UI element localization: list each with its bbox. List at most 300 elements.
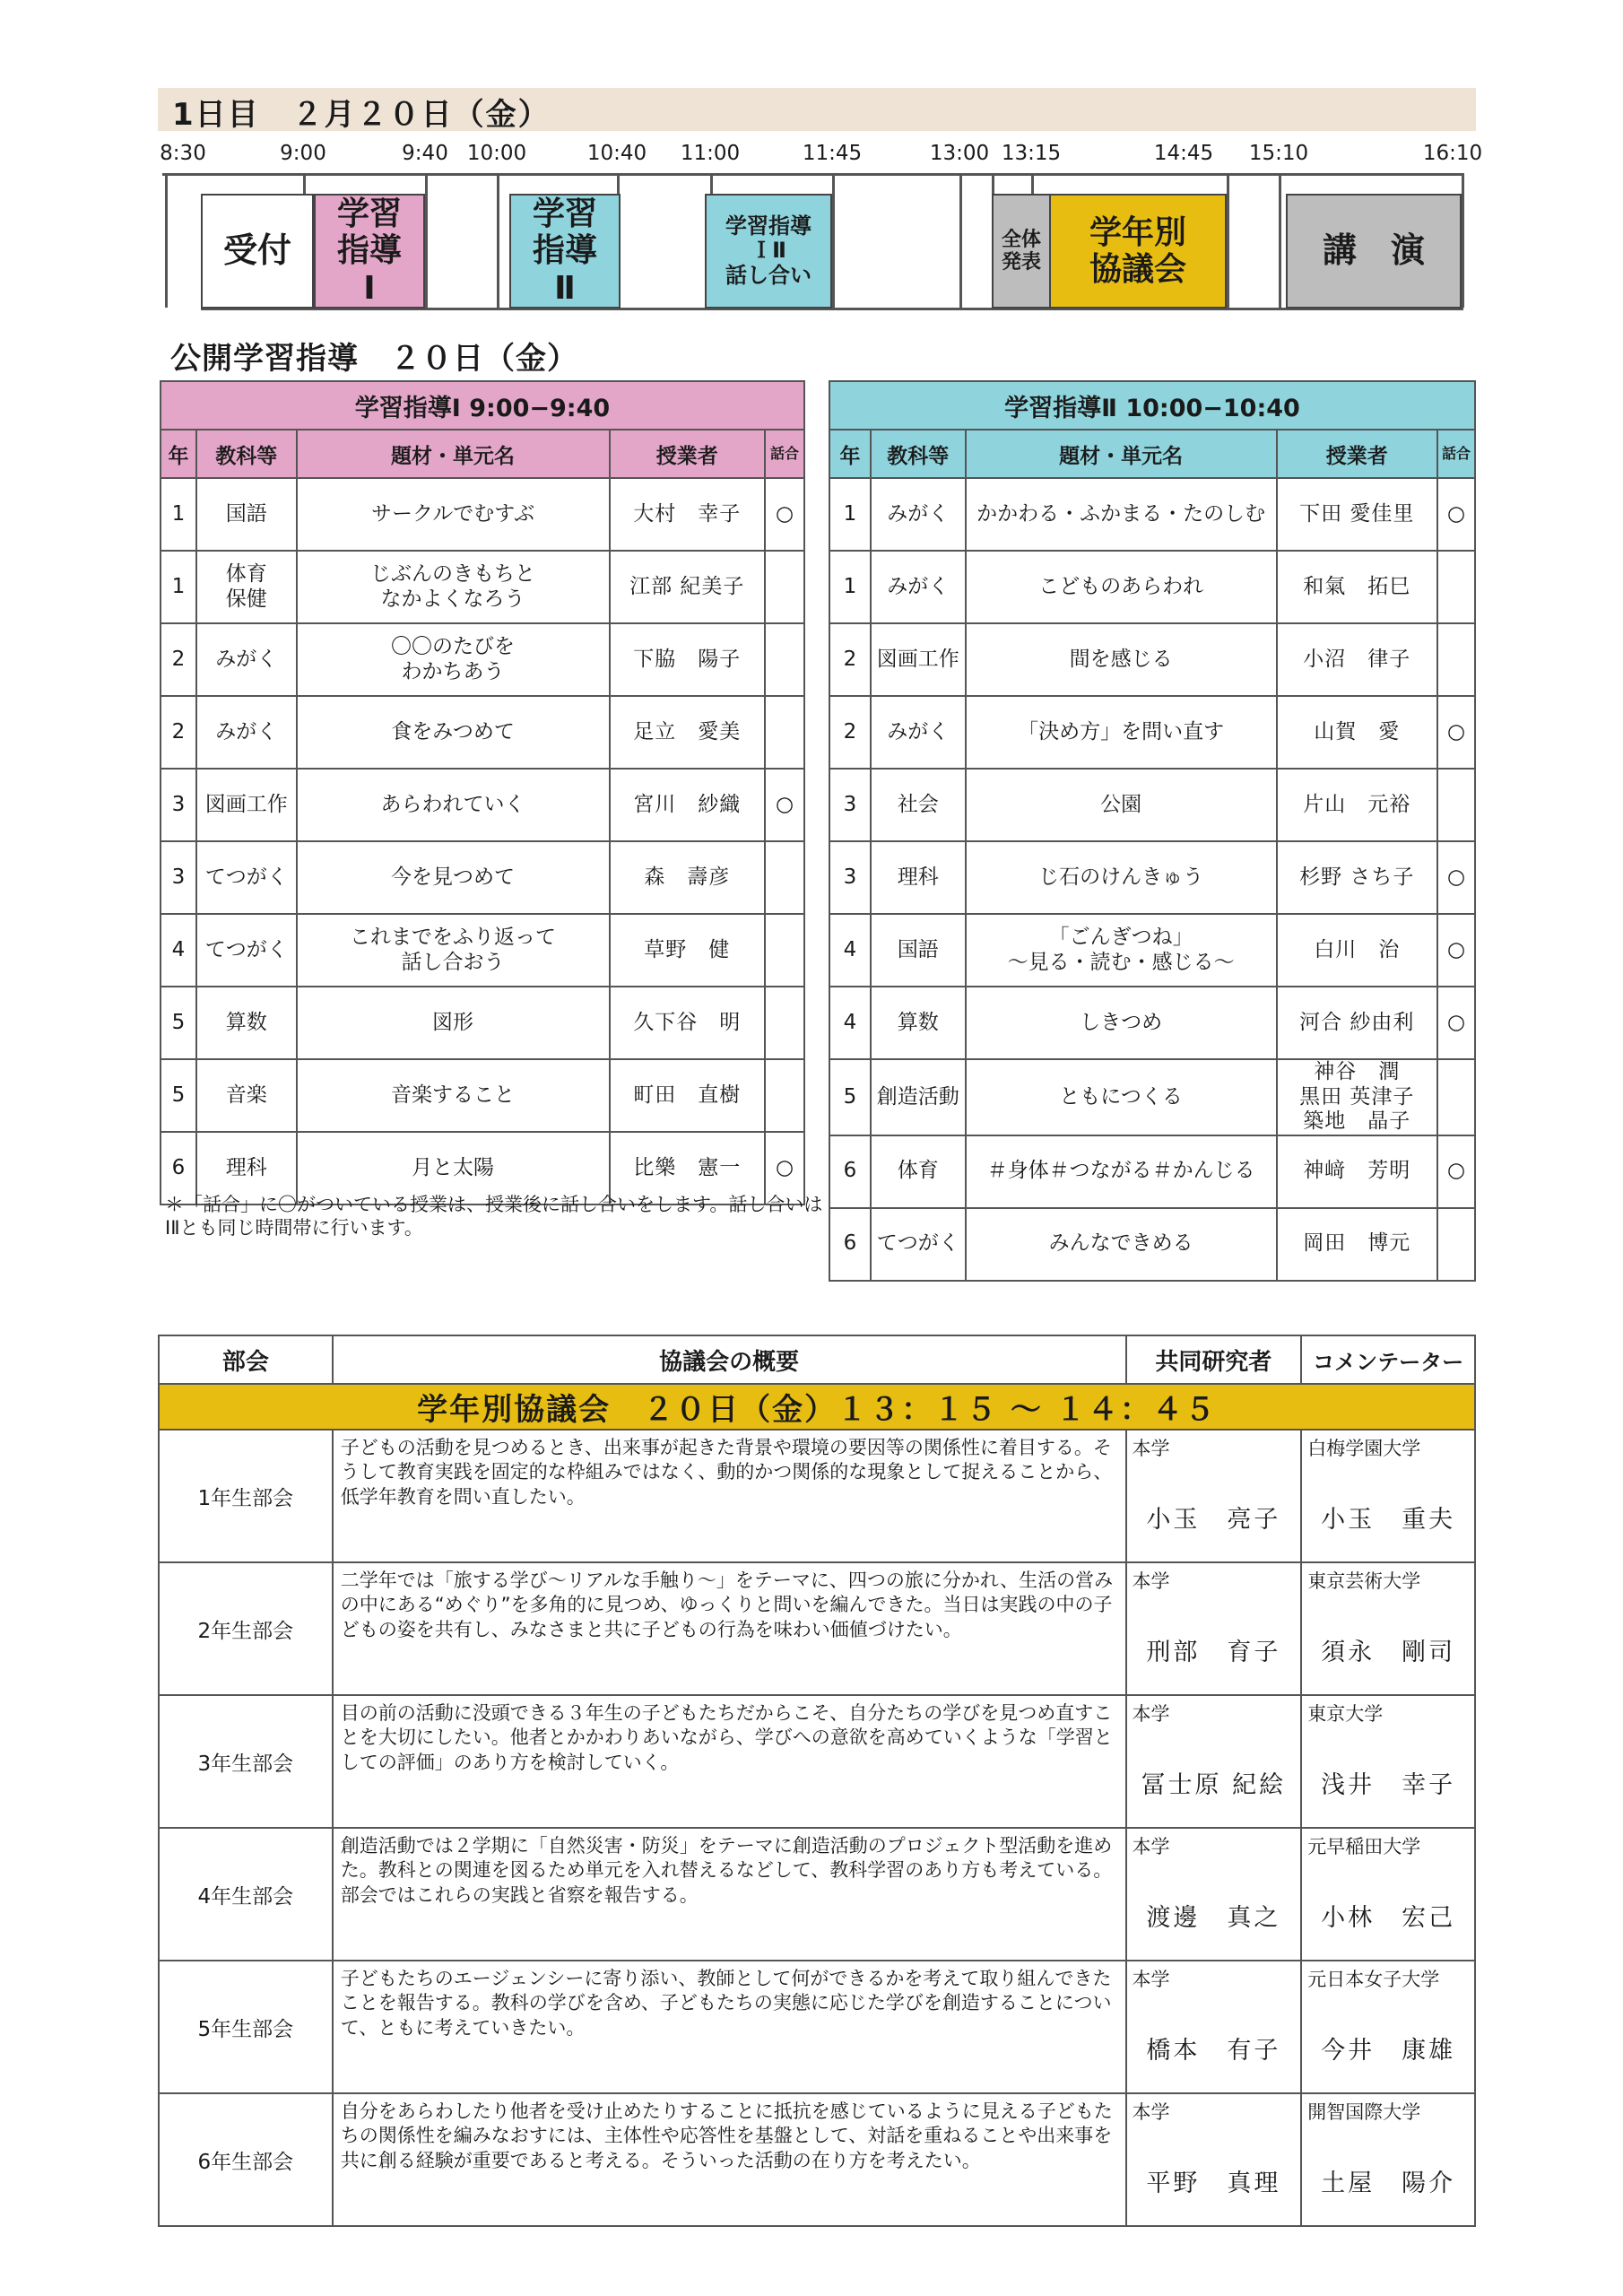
- cell-commentator: [1301, 1562, 1475, 1695]
- cell-line: 足立 愛美: [633, 719, 742, 744]
- cell-grade: [829, 987, 871, 1059]
- cell-line: 小沼 律子: [1303, 647, 1411, 671]
- cell-grade: [829, 696, 871, 769]
- block-label-line: 講 演: [1322, 230, 1425, 271]
- block-label-line: 指導: [336, 232, 402, 270]
- cell-topic: [297, 623, 610, 696]
- col-talk: 話合: [1437, 430, 1475, 478]
- time-label: 8:30: [160, 142, 206, 165]
- cell-line: 大村 幸子: [633, 501, 742, 526]
- cell-bukai: 5年生部会: [159, 1961, 333, 2093]
- col-commentator: コメンテーター: [1301, 1335, 1475, 1384]
- person-block: [1302, 1961, 1474, 2082]
- cell-subject: [196, 1059, 297, 1132]
- cell-summary: 子どもたちのエージェンシーに寄り添い、教師として何ができるかを考えて取り組んできたことを報告する。教科の学びを含め、子どもたちの実態に応じた学びを創造することについて、ともに考えていきたい。: [333, 1961, 1126, 2093]
- affiliation: 本学: [1132, 1438, 1170, 1459]
- cell-line: ○: [1446, 501, 1466, 526]
- class-row: [161, 841, 804, 914]
- time-tick: [165, 173, 168, 308]
- cell-talk: [1437, 1208, 1475, 1281]
- cell-line: 1: [171, 501, 186, 526]
- affiliation: 元早稲田大学: [1307, 1836, 1421, 1857]
- cell-bukai: 3年生部会: [159, 1695, 333, 1828]
- cell-teacher: [610, 769, 766, 841]
- class-row: [161, 696, 804, 769]
- block-label-line: 学習指導: [725, 213, 812, 239]
- cell-line: 3: [171, 865, 186, 889]
- cell-line: てつがく: [204, 865, 288, 889]
- cell-line: 山賀 愛: [1314, 719, 1401, 744]
- col-topic: 題材・単元名: [297, 430, 610, 478]
- cell-teacher: [610, 623, 766, 696]
- person-name: 平野 真理: [1146, 2170, 1281, 2197]
- cell-subject: [871, 623, 966, 696]
- cell-subject: [196, 769, 297, 841]
- time-tick: [425, 173, 428, 308]
- cell-line: みがく: [215, 719, 278, 744]
- cell-summary: 二学年では「旅する学び〜リアルな手触り〜」をテーマに、四つの旅に分かれ、生活の営みの中にある“めぐり”を多角的に見つめ、ゆっくりと問いを編んできた。当日は実践の中の子どもの姿を共有し、みなさまと共に子どもの行為を味わい価値づけたい。: [333, 1562, 1126, 1695]
- cell-line: 3: [843, 792, 857, 816]
- person-block: [1127, 2094, 1301, 2214]
- cell-topic: [297, 478, 610, 551]
- cell-teacher: [610, 478, 766, 551]
- council-row: [159, 1961, 1475, 2093]
- col-grade: 年: [161, 430, 196, 478]
- section-title: 公開学習指導 ２０日（金）: [170, 341, 578, 377]
- cell-line: 片山 元裕: [1303, 792, 1411, 816]
- block-label: [337, 196, 402, 307]
- cell-teacher: [1277, 987, 1438, 1059]
- cell-teacher: [1277, 1135, 1438, 1208]
- cell-subject: [871, 696, 966, 769]
- cell-line: 5: [843, 1084, 857, 1109]
- time-tick: [1279, 173, 1281, 308]
- cell-talk: [1437, 769, 1475, 841]
- council-row: [159, 1695, 1475, 1828]
- time-tick: [959, 173, 962, 308]
- cell-line: 築地 晶子: [1303, 1109, 1411, 1134]
- cell-talk: [1437, 696, 1475, 769]
- cell-line: ＃身体＃つながる＃かんじる: [986, 1159, 1255, 1183]
- council-row: [159, 2093, 1475, 2226]
- cell-line: 食をみつめて: [391, 719, 515, 744]
- cell-line: 河合 紗由利: [1299, 1010, 1415, 1034]
- cell-line: 和氣 拓巳: [1303, 574, 1411, 598]
- cell-talk: [1437, 914, 1475, 987]
- cell-teacher: [610, 987, 766, 1059]
- cell-line: 理科: [225, 1155, 267, 1179]
- cell-line: こどものあらわれ: [1038, 574, 1204, 598]
- cell-line: 公園: [1100, 792, 1142, 816]
- class-row: [829, 1208, 1475, 1281]
- person-name: 土屋 陽介: [1321, 2170, 1456, 2197]
- cell-teacher: [1277, 1208, 1438, 1281]
- person-name: 冨士原 紀絵: [1141, 1771, 1287, 1799]
- cell-commentator: [1301, 2093, 1475, 2226]
- cell-teacher: [1277, 1059, 1438, 1135]
- cell-topic: [966, 623, 1277, 696]
- affiliation: 東京大学: [1307, 1703, 1384, 1725]
- cell-talk: [765, 623, 804, 696]
- cell-line: 社会: [897, 792, 939, 816]
- cell-talk: [765, 551, 804, 623]
- talk-note: ＊「話合」に〇がついている授業は、授業後に話し合いをします。話し合いはⅠⅡとも同じ時間帯に行います。: [165, 1194, 823, 1239]
- block-label: [725, 214, 812, 289]
- col-talk: 話合: [765, 430, 804, 478]
- cell-commentator: [1301, 1695, 1475, 1828]
- cell-subject: [196, 696, 297, 769]
- time-label: 10:00: [466, 142, 527, 165]
- cell-talk: [765, 987, 804, 1059]
- cell-line: 6: [843, 1159, 857, 1183]
- class-row: [161, 478, 804, 551]
- cell-line: ○: [1446, 937, 1466, 961]
- affiliation: 白梅学園大学: [1307, 1438, 1421, 1459]
- cell-bukai: 2年生部会: [159, 1562, 333, 1695]
- day-header-bar: [158, 88, 1476, 131]
- cell-line: ○: [775, 1155, 794, 1179]
- cell-topic: [966, 1059, 1277, 1135]
- class-row: [829, 841, 1475, 914]
- block-label: [1002, 229, 1041, 274]
- cell-line: 森 壽彦: [644, 865, 731, 889]
- cell-teacher: [1277, 696, 1438, 769]
- cell-talk: [1437, 841, 1475, 914]
- cell-subject: [196, 987, 297, 1059]
- cell-line: みがく: [215, 647, 278, 671]
- person-block: [1302, 1829, 1474, 1949]
- cell-line: 久下谷 明: [633, 1010, 742, 1034]
- block-label-line: 協議会: [1089, 251, 1186, 288]
- cell-topic: [297, 1059, 610, 1132]
- cell-researcher: [1126, 2093, 1302, 2226]
- cell-line: 神﨑 芳明: [1303, 1159, 1411, 1183]
- cell-grade: [161, 696, 196, 769]
- block-label: [1323, 231, 1425, 271]
- cell-line: あらわれていく: [380, 792, 525, 816]
- cell-grade: [829, 1059, 871, 1135]
- cell-summary: 目の前の活動に没頭できる３年生の子どもたちだからこそ、自分たちの学びを見つめ直すことを大切にしたい。他者とかかわりあいながら、学びへの意欲を高めていくような「学習としての評価」のあり方を検討していく。: [333, 1695, 1126, 1828]
- time-label: 9:00: [280, 142, 326, 165]
- class-row: [829, 1135, 1475, 1208]
- cell-bukai: 1年生部会: [159, 1430, 333, 1562]
- cell-line: 国語: [225, 501, 267, 526]
- cell-commentator: [1301, 1430, 1475, 1562]
- cell-line: 話し合おう: [401, 950, 505, 974]
- cell-subject: [871, 1135, 966, 1208]
- cell-subject: [196, 478, 297, 551]
- time-tick: [832, 173, 835, 308]
- block-label: [223, 231, 291, 271]
- cell-line: 黒田 英津子: [1299, 1084, 1415, 1109]
- cell-subject: [196, 841, 297, 914]
- cell-line: 5: [171, 1083, 186, 1107]
- cell-teacher: [610, 696, 766, 769]
- cell-line: わかちあう: [401, 659, 505, 683]
- cell-topic: [966, 1135, 1277, 1208]
- class-row: [161, 987, 804, 1059]
- cell-talk: [1437, 1059, 1475, 1135]
- cell-topic: [966, 1208, 1277, 1281]
- cell-subject: [871, 841, 966, 914]
- cell-line: 国語: [897, 937, 939, 961]
- cell-grade: [829, 769, 871, 841]
- cell-line: 6: [171, 1155, 186, 1179]
- class-row: [161, 1059, 804, 1132]
- person-name: 刑部 育子: [1146, 1639, 1281, 1666]
- session1-title: 学習指導Ⅰ 9:00−9:40: [161, 381, 804, 430]
- cell-topic: [966, 914, 1277, 987]
- cell-teacher: [1277, 841, 1438, 914]
- time-label: 14:45: [1153, 142, 1214, 165]
- cell-bukai: 4年生部会: [159, 1828, 333, 1961]
- cell-line: 体育: [897, 1159, 939, 1183]
- lecture-block: [1286, 194, 1462, 309]
- cell-summary: 子どもの活動を見つめるとき、出来事が起きた背景や環境の要因等の関係性に着目する。そうして教育実践を固定的な枠組みではなく、動的かつ関係的な現象として捉えることから、低学年教育を問い直したい。: [333, 1430, 1126, 1562]
- cell-line: ○: [775, 501, 794, 526]
- grade-council-block: [1049, 194, 1227, 309]
- time-label: 13:00: [929, 142, 990, 165]
- affiliation: 本学: [1132, 1836, 1170, 1857]
- person-name: 小林 宏己: [1321, 1904, 1456, 1932]
- cell-line: 6: [843, 1231, 857, 1256]
- time-label: 11:45: [802, 142, 863, 165]
- cell-subject: [871, 987, 966, 1059]
- cell-line: みがく: [887, 719, 950, 744]
- cell-grade: [161, 841, 196, 914]
- col-summary: 協議会の概要: [333, 1335, 1126, 1384]
- col-bukai: 部会: [159, 1335, 333, 1384]
- cell-line: てつがく: [876, 1231, 959, 1256]
- session1-block: [314, 194, 425, 309]
- cell-line: ○: [1446, 1010, 1466, 1034]
- person-block: [1127, 1696, 1301, 1816]
- cell-topic: [297, 914, 610, 987]
- cell-line: 神谷 潤: [1314, 1060, 1401, 1083]
- block-label-line: 学年別: [1089, 213, 1186, 251]
- block-label: [533, 196, 597, 307]
- cell-line: ○: [1446, 865, 1466, 889]
- cell-line: 体育: [225, 561, 267, 586]
- person-name: 小玉 亮子: [1146, 1506, 1281, 1534]
- time-label: 9:40: [402, 142, 448, 165]
- time-label: 10:40: [586, 142, 647, 165]
- cell-subject: [871, 769, 966, 841]
- session1-table: [160, 380, 805, 1205]
- cell-subject: [196, 914, 297, 987]
- cell-line: ○: [1446, 1159, 1466, 1183]
- cell-line: 宮川 紗織: [633, 792, 742, 816]
- time-tick: [1227, 173, 1229, 308]
- class-row: [829, 914, 1475, 987]
- cell-subject: [871, 478, 966, 551]
- cell-line: 杉野 さち子: [1299, 865, 1415, 889]
- class-row: [829, 478, 1475, 551]
- block-label-line: 学習: [336, 195, 402, 232]
- person-name: 小玉 重夫: [1321, 1506, 1456, 1534]
- cell-line: 草野 健: [644, 937, 731, 961]
- council-table: [158, 1335, 1476, 2227]
- cell-talk: [765, 696, 804, 769]
- cell-line: 2: [171, 647, 186, 671]
- cell-line: 3: [171, 792, 186, 816]
- cell-line: じぶんのきもちと: [370, 561, 536, 586]
- affiliation: 本学: [1132, 1969, 1170, 1990]
- session2-block: [509, 194, 621, 309]
- cell-line: 算数: [225, 1010, 267, 1034]
- cell-topic: [297, 769, 610, 841]
- day-header: 1日目 ２月２０日（金）: [172, 97, 551, 133]
- affiliation: 本学: [1132, 1570, 1170, 1592]
- cell-line: 理科: [897, 865, 939, 889]
- class-row: [829, 987, 1475, 1059]
- cell-line: 岡田 博元: [1303, 1231, 1411, 1256]
- cell-line: 音楽すること: [391, 1083, 516, 1107]
- cell-line: じ石のけんきゅう: [1038, 865, 1204, 889]
- cell-talk: [1437, 987, 1475, 1059]
- cell-researcher: [1126, 1430, 1302, 1562]
- col-teacher: 授業者: [610, 430, 766, 478]
- cell-line: 4: [171, 937, 186, 961]
- affiliation: 東京芸術大学: [1307, 1570, 1421, 1592]
- cell-talk: [765, 478, 804, 551]
- block-label: [1089, 214, 1186, 289]
- affiliation: 本学: [1132, 2101, 1170, 2123]
- cell-line: 1: [843, 574, 857, 598]
- session2-title: 学習指導Ⅱ 10:00−10:40: [829, 381, 1475, 430]
- cell-topic: [297, 987, 610, 1059]
- cell-line: 「決め方」を問い直す: [1018, 719, 1225, 744]
- cell-researcher: [1126, 1961, 1302, 2093]
- person-name: 今井 康雄: [1321, 2037, 1456, 2065]
- cell-line: サークルでむすぶ: [370, 501, 535, 526]
- person-name: 須永 剛司: [1321, 1639, 1456, 1666]
- person-block: [1127, 1563, 1301, 1683]
- class-row: [161, 769, 804, 841]
- cell-topic: [966, 841, 1277, 914]
- cell-line: 3: [843, 865, 857, 889]
- cell-line: 〇〇のたびを: [391, 634, 516, 658]
- cell-teacher: [1277, 478, 1438, 551]
- cell-teacher: [1277, 551, 1438, 623]
- block-label-line: 指導: [532, 232, 597, 270]
- cell-teacher: [1277, 914, 1438, 987]
- cell-grade: [829, 841, 871, 914]
- cell-commentator: [1301, 1961, 1475, 2093]
- block-label-line: 受付: [222, 230, 291, 271]
- cell-researcher: [1126, 1695, 1302, 1828]
- timeline-axis: [162, 173, 1462, 176]
- council-row: [159, 1562, 1475, 1695]
- presentation-block: [992, 194, 1051, 309]
- col-researcher: 共同研究者: [1126, 1335, 1302, 1384]
- block-label-line: Ⅰ: [363, 269, 376, 307]
- cell-grade: [161, 623, 196, 696]
- cell-summary: 創造活動では２学期に「自然災害・防災」をテーマに創造活動のプロジェクト型活動を進めた。教科との関連を図るため単元を入れ替えるなどして、教科学習のあり方も考えている。部会ではこれらの実践と省察を報告する。: [333, 1828, 1126, 1961]
- cell-line: てつがく: [204, 937, 288, 961]
- cell-line: 保健: [225, 587, 267, 611]
- cell-subject: [196, 551, 297, 623]
- person-block: [1302, 1563, 1474, 1683]
- cell-subject: [871, 1059, 966, 1135]
- block-label-line: 学習: [532, 195, 597, 232]
- cell-line: 2: [843, 647, 857, 671]
- cell-talk: [765, 769, 804, 841]
- cell-talk: [1437, 551, 1475, 623]
- affiliation: 開智国際大学: [1307, 2101, 1421, 2123]
- cell-summary: 自分をあらわしたり他者を受け止めたりすることに抵抗を感じているように見える子どもたちの関係性を編みなおすには、主体性や応答性を基盤として、対話を重ねることや出来事を共に創る経験が重要であると考える。そういった活動の在り方を考えたい。: [333, 2093, 1126, 2226]
- cell-line: 2: [171, 719, 186, 744]
- cell-line: 月と太陽: [412, 1155, 495, 1179]
- cell-line: みがく: [887, 574, 950, 598]
- council-row: [159, 1828, 1475, 1961]
- cell-line: ○: [775, 792, 794, 816]
- cell-grade: [161, 551, 196, 623]
- cell-researcher: [1126, 1562, 1302, 1695]
- cell-line: 図画工作: [876, 647, 959, 671]
- affiliation: 元日本女子大学: [1307, 1969, 1440, 1990]
- time-tick: [1462, 173, 1464, 308]
- cell-line: 白川 治: [1314, 937, 1401, 961]
- cell-line: 「ごんぎつね」: [1048, 925, 1193, 949]
- class-row: [829, 623, 1475, 696]
- class-row: [829, 551, 1475, 623]
- block-label-line: Ⅱ: [554, 269, 576, 307]
- discussion-block: [705, 194, 832, 309]
- cell-researcher: [1126, 1828, 1302, 1961]
- cell-line: 間を感じる: [1069, 647, 1173, 671]
- cell-line: 算数: [897, 1010, 939, 1034]
- cell-line: みがく: [887, 501, 950, 526]
- time-label: 15:10: [1248, 142, 1309, 165]
- cell-line: 音楽: [225, 1083, 267, 1107]
- cell-subject: [196, 623, 297, 696]
- block-label-line: 発表: [1001, 251, 1041, 274]
- cell-subject: [871, 551, 966, 623]
- cell-grade: [161, 769, 196, 841]
- time-label: 11:00: [680, 142, 741, 165]
- person-name: 浅井 幸子: [1321, 1771, 1456, 1799]
- cell-line: かかわる・ふかまる・たのしむ: [976, 501, 1266, 526]
- block-label-line: 全体: [1001, 228, 1041, 251]
- class-row: [829, 1059, 1475, 1135]
- cell-line: 今を見つめて: [391, 865, 516, 889]
- cell-teacher: [610, 1059, 766, 1132]
- person-block: [1127, 1961, 1301, 2082]
- session2-table: [829, 380, 1476, 1282]
- cell-subject: [871, 1208, 966, 1281]
- col-topic: 題材・単元名: [966, 430, 1277, 478]
- cell-bukai: 6年生部会: [159, 2093, 333, 2226]
- cell-line: 図画工作: [204, 792, 288, 816]
- cell-teacher: [610, 841, 766, 914]
- cell-grade: [829, 478, 871, 551]
- cell-line: 1: [843, 501, 857, 526]
- cell-line: 下田 愛佳里: [1299, 501, 1415, 526]
- person-block: [1302, 1696, 1474, 1816]
- person-name: 渡邊 真之: [1146, 1904, 1281, 1932]
- cell-line: 下脇 陽子: [633, 647, 742, 671]
- person-block: [1302, 2094, 1474, 2214]
- time-label: 16:10: [1422, 142, 1483, 165]
- cell-line: 江部 紀美子: [629, 574, 745, 598]
- class-row: [161, 623, 804, 696]
- cell-topic: [297, 696, 610, 769]
- person-block: [1127, 1431, 1301, 1551]
- person-block: [1127, 1829, 1301, 1949]
- cell-teacher: [1277, 623, 1438, 696]
- cell-commentator: [1301, 1828, 1475, 1961]
